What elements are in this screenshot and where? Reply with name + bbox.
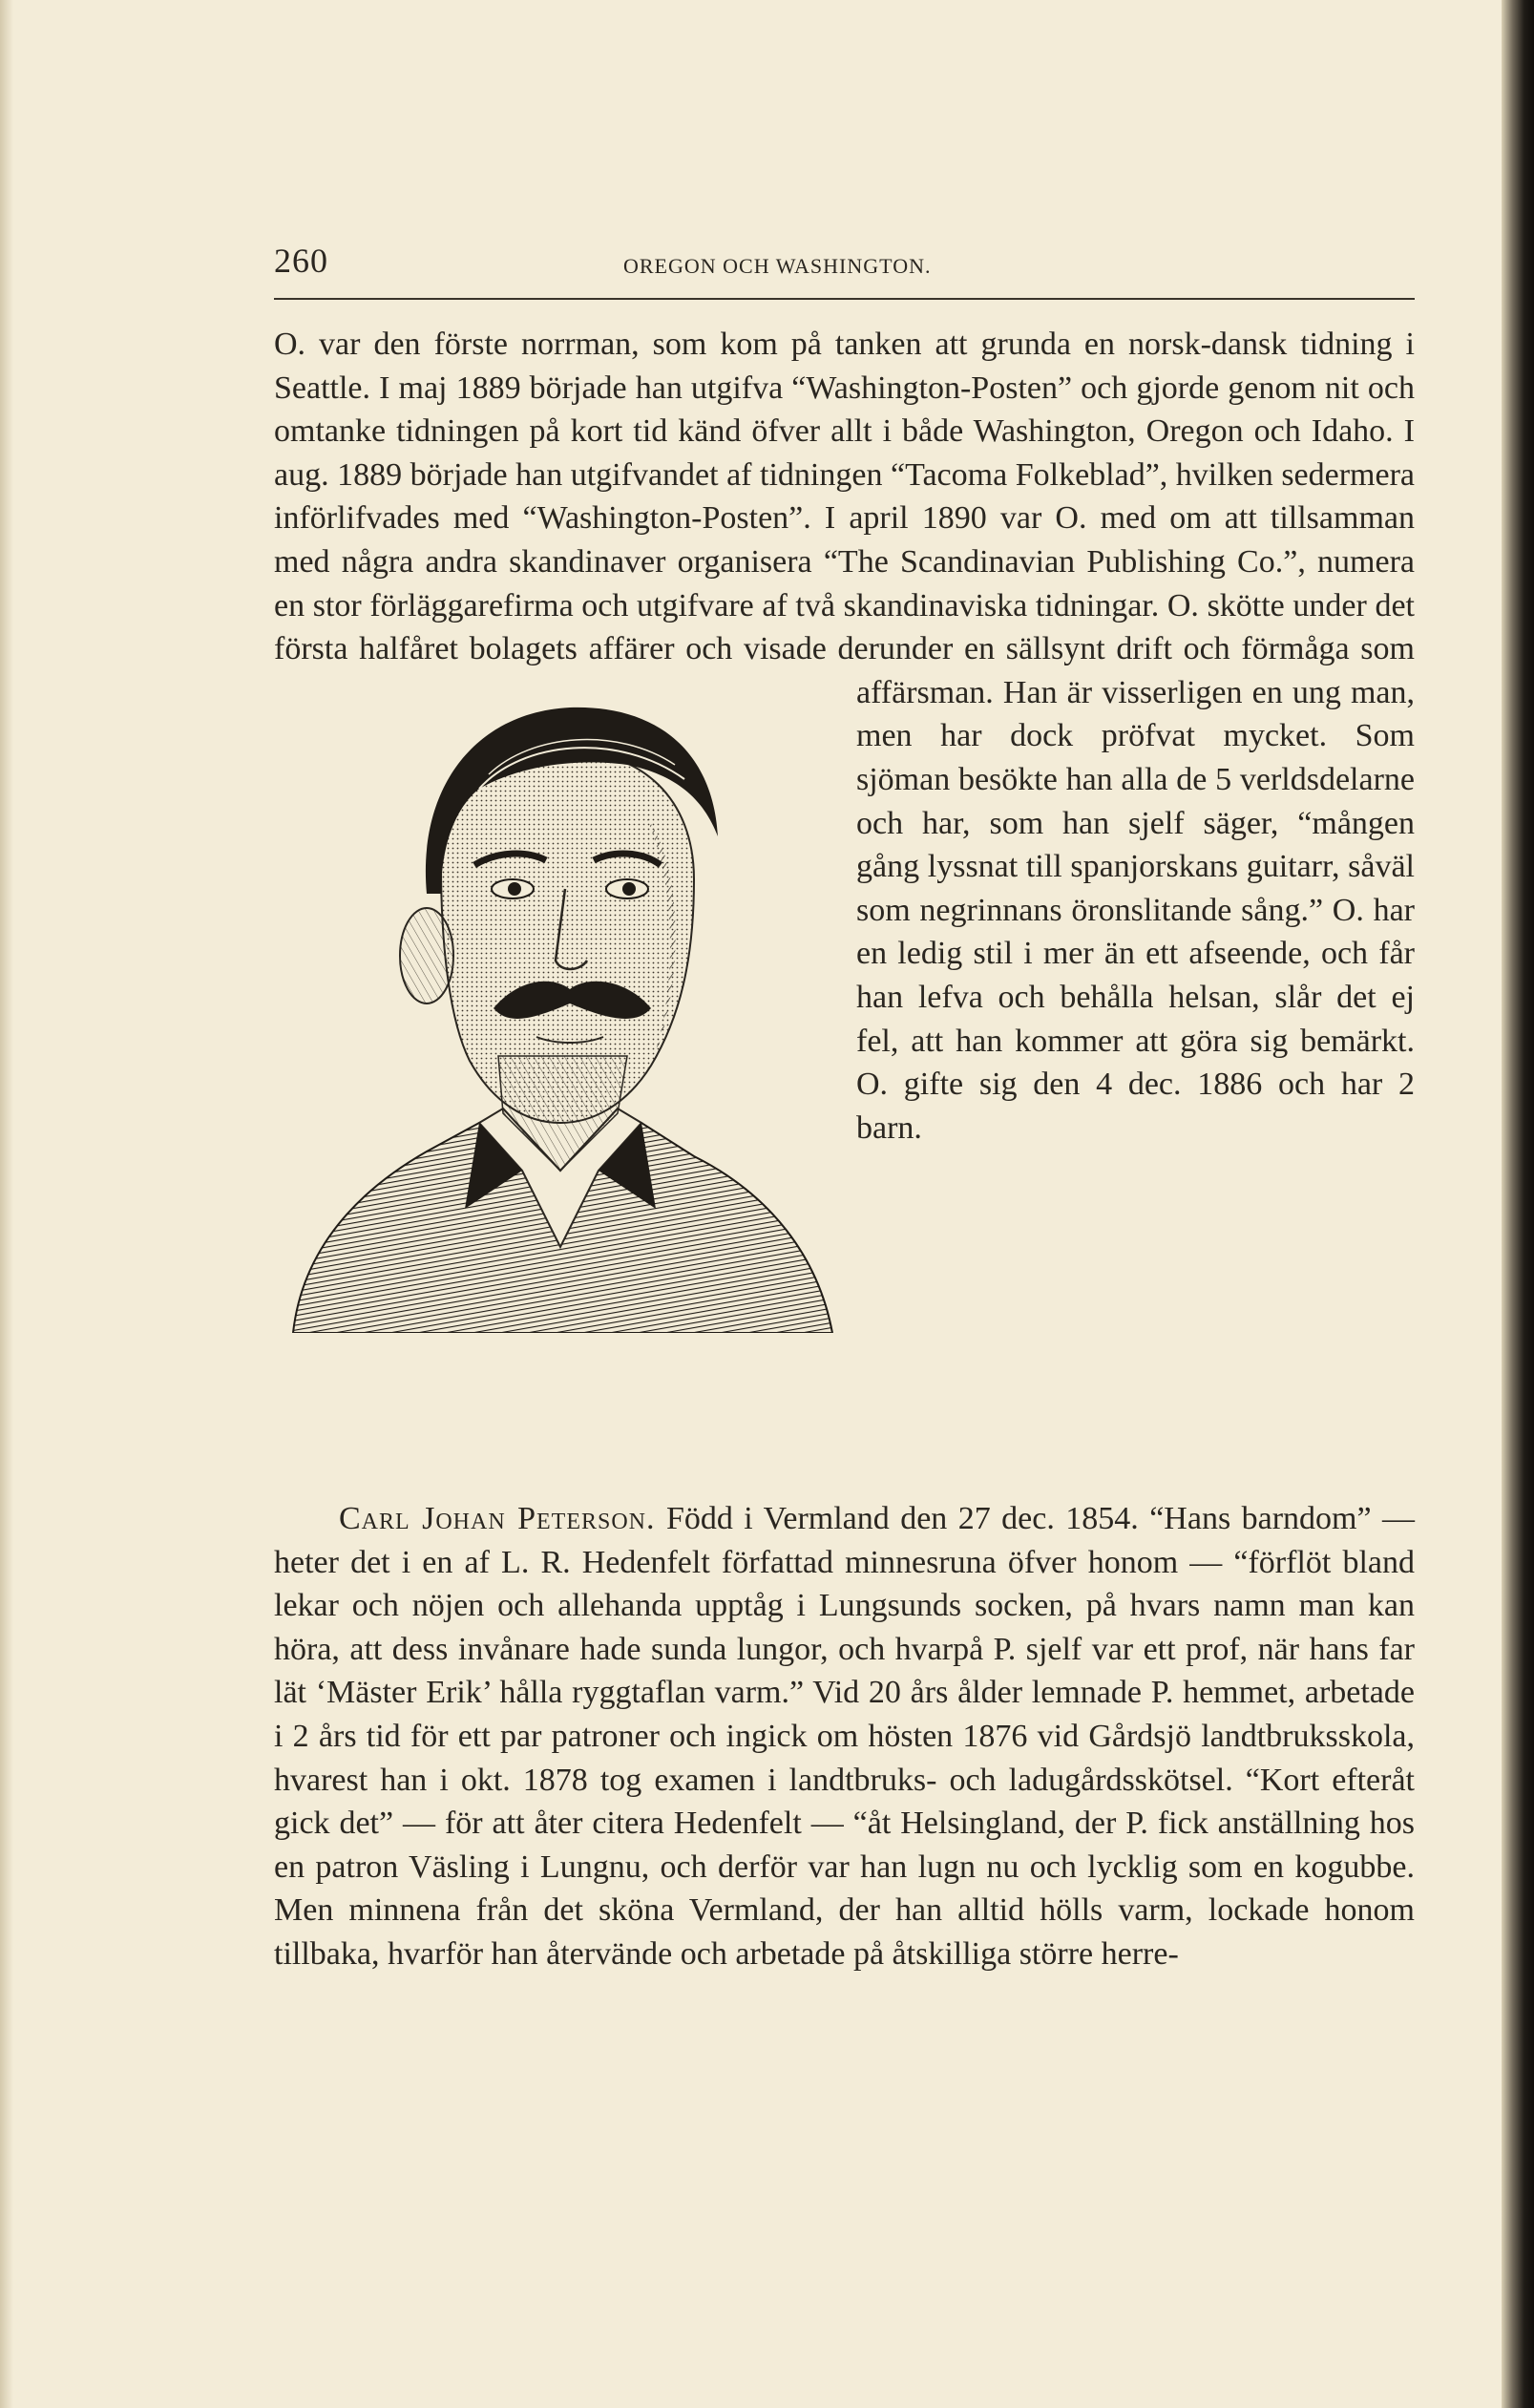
running-head (274, 241, 1415, 285)
paragraph-1-text: O. var den förste norrman, som kom på tanken att grunda en norsk-dansk tidning i Seattle. I maj 1889 började han utgifva “Washington-Posten” och gjorde genom nit och omtanke tidningen på kort tid känd öfver allt i både Washington, Oregon och Idaho. I aug. 1889 började han utgifvandet af tidningen “Tacoma Folkeblad”, hvilken sedermera införlifvades med “Washington-Posten”. I april 1890 var O. med om att tillsamman med några andra skandinaver organisera “The Scandinavian Publishing Co.”, numera en stor förläggarefirma och utgifvare af två skandinaviska tidningar. O. skötte under det första halfåret bolagets affärer och visade derunder en sällsynt drift och förmåga som affärsman. Han är visserligen en ung man, men har dock pröfvat mycket. Som sjöman besökte han alla de 5 verldsdelarne och har, som han sjelf säger, “mången gång lyssnat till spanjorskans guitarr, såväl som negrinnans öronslitande sång.” O. har en ledig stil i mer än ett afseende, och får han lefva och behålla helsan, slår det ej fel, att han kommer att göra sig bemärkt. O. gifte sig den 4 dec. 1886 och har 2 barn. (274, 327, 1415, 1146)
biography-paragraph-2 (274, 1497, 1415, 1976)
person-name-heading: Carl Johan Peterson. (339, 1501, 656, 1536)
paragraph-2-text: Född i Vermland den 27 dec. 1854. “Hans barndom” — heter det i en af L. R. Hedenfelt författad minnesruna öfver honom — “förflöt bland lekar och nöjen och allehanda upptåg i Lungsunds socken, på hvars namn man kan höra, att dess invånare hade sunda lungor, och hvarpå P. sjelf var ett prof, när hans far lät ‘Mäster Erik’ hålla ryggtaflan varm.” Vid 20 års ålder lemnade P. hemmet, arbetade i 2 års tid för ett par patroner och ingick om hösten 1876 vid Gårdsjö landtbruksskola, hvarest han i okt. 1878 tog examen i landtbruks- och ladugårdsskötsel. “Kort efteråt gick det” — för att åter citera Hedenfelt — “åt Helsingland, der P. fick anställning hos en patron Väsling i Lungnu, och derför var han lugn nu och lycklig som en kogubbe. Men minnena från det sköna Vermland, der han alltid hölls varm, lockade honom tillbaka, hvarför han återvände och arbetade på åtskilliga större herre- (274, 1501, 1415, 1972)
page-number: 260 (274, 242, 328, 280)
header-rule (274, 298, 1415, 300)
biography-paragraph-1 (274, 323, 1415, 1333)
paragraph-2 (274, 1497, 1415, 1976)
page-left-edge (0, 0, 13, 2408)
portrait-icon (274, 674, 842, 1333)
page-binding-edge (1502, 0, 1534, 2408)
portrait-engraving (274, 674, 842, 1333)
running-title: OREGON OCH WASHINGTON. (623, 254, 932, 278)
